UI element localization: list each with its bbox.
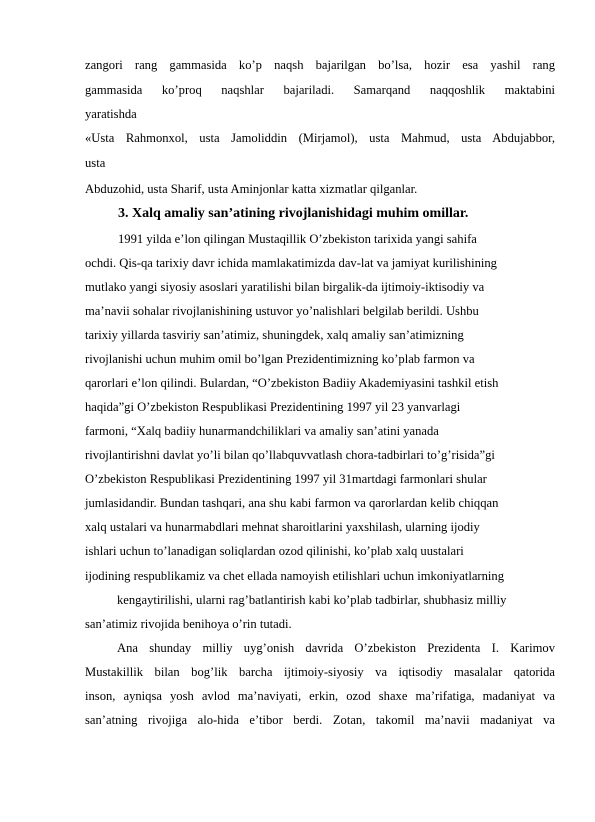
paragraph-line: zangori rang gammasida ko’p naqsh bajarilgan bo’lsa, hozir esa yashil rang xyxy=(85,58,555,72)
paragraph-line: usta xyxy=(85,156,106,170)
paragraph-line: O’zbekiston Respublikasi Prezidentining 1997 yil 31martdagi farmonlari shular xyxy=(85,472,487,486)
paragraph-line: farmoni, “Xalq badiiy hunarmandchiliklari va amaliy san’atini yanada xyxy=(85,424,439,438)
paragraph-line: san’atning rivojiga alo-hida e’tibor berdi. Zotan, takomil ma’navii madaniyat va xyxy=(85,713,555,727)
paragraph-line: gammasida ko’proq naqshlar bajariladi. Samarqand naqqoshlik maktabini xyxy=(85,83,555,97)
paragraph-line: tarixiy yillarda tasviriy san’atimiz, shuningdek, xalq amaliy san’atimizning xyxy=(85,328,464,342)
paragraph-line: ma’navii sohalar rivojlanishining ustuvor yo’nalishlari belgilab berildi. Ushbu xyxy=(85,304,479,318)
paragraph-line: Abduzohid, usta Sharif, usta Aminjonlar katta xizmatlar qilganlar. xyxy=(85,182,418,196)
paragraph-line: rivojlantirishni davlat yo’li bilan qo’llabquvvatlash chora-tadbirlari to’g’risida”gi xyxy=(85,448,495,462)
paragraph-line: Ana shunday milliy uyg’onish davrida O’zbekiston Prezidenta I. Karimov xyxy=(117,641,555,655)
paragraph-line: ijodining respublikamiz va chet ellada namoyish etilishlari uchun imkoniyatlarning xyxy=(85,569,504,583)
paragraph-line: qarorlari e’lon qilindi. Bulardan, “O’zbekiston Badiiy Akademiyasini tashkil etish xyxy=(85,376,499,390)
paragraph-line: ochdi. Qis-qa tarixiy davr ichida mamlakatimizda dav-lat va jamiyat kurilishining xyxy=(85,256,497,270)
paragraph-line: kengaytirilishi, ularni rag’batlantirish kabi ko’plab tadbirlar, shubhasiz milliy xyxy=(117,593,507,607)
paragraph-line: inson, ayniqsa yosh avlod ma’naviyati, erkin, ozod shaxe ma’rifatiga, madaniyat va xyxy=(85,689,555,703)
paragraph-line: Mustakillik bilan bog’lik barcha ijtimoiy-siyosiy va iqtisodiy masalalar qatorida xyxy=(85,665,555,679)
paragraph-line: «Usta Rahmonxol, usta Jamoliddin (Mirjamol), usta Mahmud, usta Abdujabbor, xyxy=(85,131,555,145)
paragraph-line: san’atimiz rivojida benihoya o’rin tutadi. xyxy=(85,617,292,631)
paragraph-line: ishlari uchun to’lanadigan soliqlardan ozod qilinishi, ko’plab xalq uustalari xyxy=(85,544,464,558)
section-heading: 3. Xalq amaliy san’atining rivojlanishidagi muhim omillar. xyxy=(118,206,469,221)
paragraph-line: rivojlanishi uchun muhim omil bo’lgan Prezidentimizning ko’plab farmon va xyxy=(85,352,475,366)
paragraph-line: 1991 yilda e’lon qilingan Mustaqillik O’zbekiston tarixida yangi sahifa xyxy=(118,232,477,246)
paragraph-line: haqida”gi O’zbekiston Respublikasi Prezidentining 1997 yil 23 yanvarlagi xyxy=(85,400,461,414)
paragraph-line: xalq ustalari va hunarmabdlari mehnat sharoitlarini yaxshilash, ularning ijodiy xyxy=(85,520,480,534)
paragraph-line: yaratishda xyxy=(85,107,137,121)
paragraph-line: jumlasidandir. Bundan tashqari, ana shu kabi farmon va qarorlardan kelib chiqqan xyxy=(85,496,499,510)
paragraph-line: mutlako yangi siyosiy asoslari yaratilishi bilan birgalik-da ijtimoiy-iktisodiy va xyxy=(85,280,485,294)
